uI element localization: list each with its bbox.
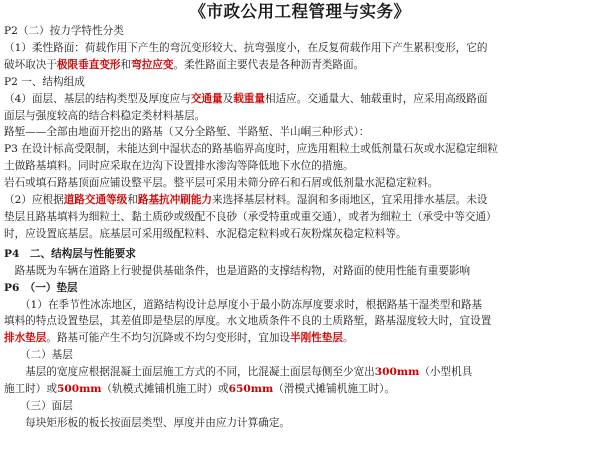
paragraph-line [4, 141, 596, 158]
section-heading-surface-layer [4, 398, 596, 415]
section-heading-cushion-layer [4, 280, 596, 297]
text-run: 岩石或填石路基顶面应铺设整平层。整平层可采用未筛分碎石和石屑或低剂量水泥稳定粒料。 [4, 177, 439, 190]
text-run: 基层的宽度应根据混凝土面层施工方式的不同，比混凝土面层每侧至少宽出 [4, 366, 375, 379]
text-run: 。 [343, 332, 354, 345]
section-heading-layers-performance [4, 246, 596, 263]
paragraph-line [4, 57, 596, 74]
document-page [0, 1, 600, 451]
highlight-term: 半刚性垫层 [290, 332, 343, 345]
highlight-value: 650mm [228, 383, 274, 396]
text-run: （1）柔性路面：荷载作用下产生的弯沉变形较大、抗弯强度小，在反复荷载作用下产生累积变形，它的 [4, 41, 488, 54]
paragraph-line [4, 226, 596, 243]
text-run: P2 一、结构组成 [4, 75, 85, 88]
paragraph-line [4, 263, 596, 280]
highlight-term: 载重量 [233, 92, 265, 105]
paragraph-line [4, 297, 596, 314]
highlight-term: 排水垫层 [4, 332, 47, 345]
document-title: 《市政公用工程管理与实务》 [189, 2, 411, 21]
text-run: 垫层且路基填料为细粒土、黏土质砂或级配不良砂（承受特重或重交通），或者为细粒土（承受中等交通） [4, 210, 497, 223]
text-run: （4）面层、基层的结构类型及厚度应与 [4, 92, 191, 105]
highlight-value: 500mm [56, 383, 102, 396]
paragraph-line [4, 415, 596, 432]
paragraph-line [4, 91, 596, 108]
paragraph-line [4, 330, 596, 347]
paragraph-line [4, 158, 596, 175]
paragraph-line [4, 175, 596, 192]
text-run: 土做路基填料。同时应采取在边沟下设置排水渗沟等降低地下水位的措施。 [4, 160, 354, 173]
text-run: 和 [120, 58, 132, 71]
text-run: 。路基可能产生不均匀沉降或不均匀变形时，宜加设 [46, 332, 291, 345]
text-run: 路基既为车辆在道路上行驶提供基础条件，也是道路的支撑结构物，对路面的使用性能有重要影响 [4, 264, 471, 277]
text-run: 时，应设置底基层。底基层可采用级配粒料、水泥稳定粒料或石灰粉煤灰稳定粒料等。 [4, 227, 407, 240]
text-run: 填料的特点设置垫层，其差值即是垫层的厚度。水文地质条件不良的土质路堑，路基湿度较大时，宜设置 [4, 315, 492, 328]
text-run: 来选择基层材料。湿润和多雨地区，宜采用排水基层。未设 [212, 194, 488, 207]
text-run: （三）面层 [4, 399, 73, 412]
text-run: 和 [127, 194, 138, 207]
paragraph-line [4, 364, 596, 381]
text-run: P3 在设计标高受限制，未能达到中湿状态的路基临界高度时，应选用粗粒土或低剂量石灰或水泥稳定细粒 [4, 143, 498, 156]
text-run: 。柔性路面主要代表是各种沥青类路面。 [173, 58, 365, 71]
paragraph-line [4, 209, 596, 226]
highlight-term: 弯拉应变 [131, 58, 174, 71]
highlight-term: 路基抗冲刷能力 [137, 194, 213, 207]
paragraph-line [4, 108, 596, 125]
highlight-term: 交通量 [190, 92, 223, 105]
text-run: 面层与强度较高的结合料稳定类材料基层。 [4, 109, 206, 122]
text-run: P2（二）按力学特性分类 [4, 25, 124, 37]
paragraph-line [4, 192, 596, 209]
text-run: （小型机具 [419, 366, 473, 379]
highlight-term: 道路交通等级 [63, 194, 128, 207]
text-run: P6 （一）垫层 [4, 281, 78, 294]
text-run: 路堑——全部由地面开挖出的路基（又分全路堑、半路堑、半山峒三种形式）： [4, 126, 370, 139]
highlight-value: 300mm [374, 366, 420, 379]
section-heading-mechanical-classification [4, 23, 596, 40]
text-run: 每块矩形板的板长按面层类型、厚度并由应力计算确定。 [4, 416, 291, 429]
text-run: 及 [222, 92, 234, 105]
section-heading-base-layer [4, 347, 596, 364]
text-run: （二）基层 [4, 349, 73, 362]
highlight-term: 极限垂直变形 [56, 58, 121, 71]
text-run: 相适应。交通量大、轴载重时，应采用高级路面 [265, 92, 488, 105]
document-body [4, 23, 596, 432]
text-run: （滑模式摊铺机施工时）。 [273, 383, 396, 396]
text-run: （2）应根据 [4, 194, 64, 207]
text-run: （轨模式摊铺机施工时）或 [101, 383, 229, 396]
paragraph-line [4, 40, 596, 57]
paragraph-line [4, 381, 596, 398]
paragraph-line [4, 313, 596, 330]
section-heading-structure [4, 74, 596, 91]
text-run: P4 二、结构层与性能要求 [4, 247, 136, 260]
text-run: 破坏取决于 [4, 58, 57, 71]
text-run: 施工时）或 [4, 383, 57, 396]
text-run: （1）在季节性冰冻地区，道路结构设计总厚度小于最小防冻厚度要求时，根据路基干湿类型和路基 [4, 298, 483, 311]
paragraph-line [4, 124, 596, 141]
